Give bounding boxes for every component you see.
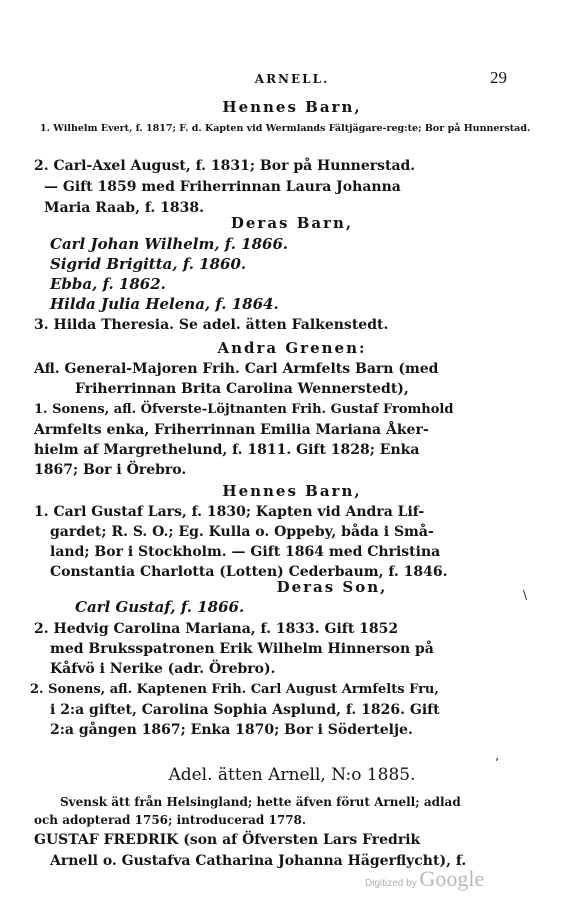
text-line: Kåfvö i Nerike (adr. Örebro). bbox=[50, 661, 276, 677]
text-line: Ebba, f. 1862. bbox=[50, 275, 166, 293]
text-line: 2. Carl-Axel August, f. 1831; Bor på Hunnerstad. bbox=[34, 158, 416, 174]
text-line: gardet; R. S. O.; Eg. Kulla o. Oppeby, båda i Små- bbox=[50, 524, 434, 540]
text-line: Arnell o. Gustafva Catharina Johanna Hägerflycht), f. bbox=[50, 853, 467, 869]
text-line: Afl. General-Majoren Frih. Carl Armfelts Barn (med bbox=[34, 361, 439, 377]
text-line: med Bruksspatronen Erik Wilhelm Hinnerson på bbox=[50, 641, 434, 657]
text-line: Sigrid Brigitta, f. 1860. bbox=[50, 255, 247, 273]
text-line: och adopterad 1756; introducerad 1778. bbox=[34, 813, 307, 827]
text-line: Friherrinnan Brita Carolina Wennerstedt), bbox=[75, 381, 409, 397]
page-number: 29 bbox=[490, 68, 507, 87]
text-line: 2. Sonens, afl. Kaptenen Frih. Carl August Armfelts Fru, bbox=[30, 682, 439, 697]
text-line: hielm af Margrethelund, f. 1811. Gift 1828; Enka bbox=[34, 442, 420, 458]
text-line: Carl Gustaf, f. 1866. bbox=[75, 598, 245, 616]
watermark-prefix: Digitized by bbox=[365, 878, 417, 889]
scan-mark: \ bbox=[523, 588, 528, 602]
text-line: GUSTAF FREDRIK (son af Öfversten Lars Fredrik bbox=[34, 832, 421, 848]
section-heading: Hennes Barn, bbox=[222, 482, 362, 500]
scan-mark: ’ bbox=[495, 756, 499, 770]
section-heading: Hennes Barn, bbox=[222, 98, 362, 116]
digitization-watermark bbox=[365, 866, 484, 892]
text-line: Constantia Charlotta (Lotten) Cederbaum, f. 1846. bbox=[50, 564, 448, 580]
text-line: 1. Carl Gustaf Lars, f. 1830; Kapten vid Andra Lif- bbox=[34, 504, 425, 520]
section-heading: Deras Barn, bbox=[230, 214, 354, 232]
section-heading: Deras Son, bbox=[276, 578, 388, 596]
page-header bbox=[0, 68, 584, 92]
family-heading: Adel. ätten Arnell, N:o 1885. bbox=[168, 765, 416, 785]
section-heading: Andra Grenen: bbox=[217, 339, 367, 357]
text-line: 1867; Bor i Örebro. bbox=[34, 462, 187, 478]
text-line: Armfelts enka, Friherrinnan Emilia Mariana Åker- bbox=[34, 422, 429, 438]
text-line: 3. Hilda Theresia. Se adel. ätten Falkenstedt. bbox=[34, 317, 389, 333]
text-line: land; Bor i Stockholm. — Gift 1864 med Christina bbox=[50, 544, 441, 560]
text-line: i 2:a giftet, Carolina Sophia Asplund, f. 1826. Gift bbox=[50, 702, 440, 718]
text-line: — Gift 1859 med Friherrinnan Laura Johanna bbox=[44, 179, 401, 195]
text-line: 1. Sonens, afl. Öfverste-Löjtnanten Frih. Gustaf Fromhold bbox=[34, 402, 454, 417]
running-head: ARNELL. bbox=[254, 72, 330, 86]
text-line: Svensk ätt från Helsingland; hette äfven förut Arnell; adlad bbox=[60, 795, 461, 809]
text-line: 1. Wilhelm Evert, f. 1817; F. d. Kapten vid Wermlands Fältjägare-reg:te; Bor på Hunnerstad. bbox=[40, 123, 531, 134]
text-line: Carl Johan Wilhelm, f. 1866. bbox=[50, 235, 289, 253]
text-line: Hilda Julia Helena, f. 1864. bbox=[50, 295, 279, 313]
text-line: Maria Raab, f. 1838. bbox=[44, 200, 204, 216]
text-line: 2:a gången 1867; Enka 1870; Bor i Södertelje. bbox=[50, 722, 413, 738]
watermark-logo: Google bbox=[419, 866, 485, 891]
text-line: 2. Hedvig Carolina Mariana, f. 1833. Gift 1852 bbox=[34, 621, 399, 637]
